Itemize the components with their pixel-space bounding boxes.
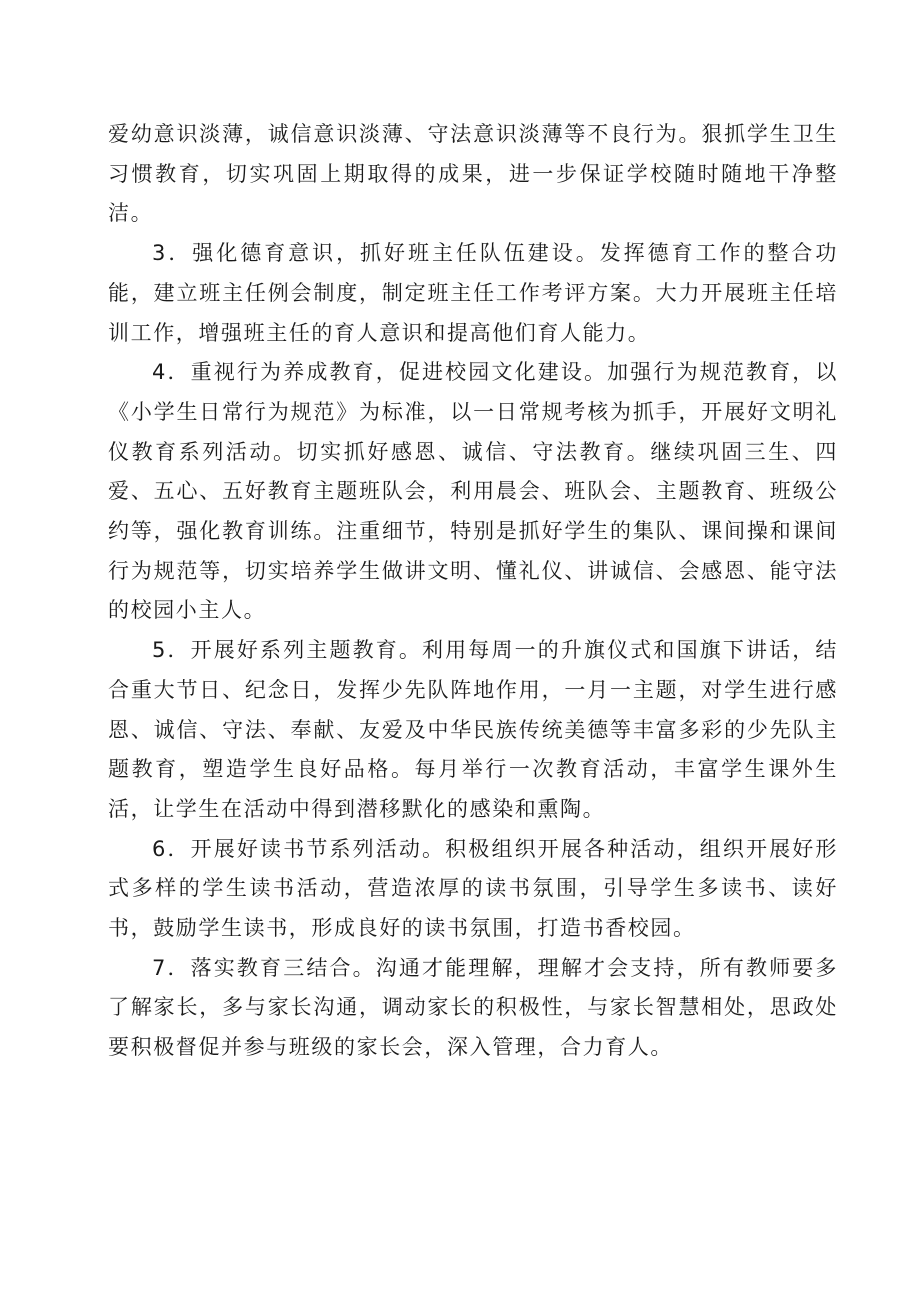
document-body: [108, 115, 838, 1068]
paragraph-item-7: 7．落实教育三结合。沟通才能理解，理解才会支持，所有教师要多了解家长，多与家长沟通，调动家长的积极性，与家长智慧相处，思政处要积极督促并参与班级的家长会，深入管理，合力育人。: [108, 955, 838, 1060]
paragraph-item-3: 3．强化德育意识，抓好班主任队伍建设。发挥德育工作的整合功能，建立班主任例会制度，制定班主任工作考评方案。大力开展班主任培训工作，增强班主任的育人意识和提高他们育人能力。: [108, 241, 838, 345]
paragraph-continuation: 爱幼意识淡薄，诚信意识淡薄、守法意识淡薄等不良行为。狠抓学生卫生习惯教育，切实巩固上期取得的成果，进一步保证学校随时随地干净整洁。: [108, 122, 838, 226]
paragraph-item-4: 4．重视行为养成教育，促进校园文化建设。加强行为规范教育，以《小学生日常行为规范》为标准，以一日常规考核为抓手，开展好文明礼仪教育系列活动。切实抓好感恩、诚信、守法教育。继续巩固三生、四爱、五心、五好教育主题班队会，利用晨会、班队会、主题教育、班级公约等，强化教育训练。注重细节，特别是抓好学生的集队、课间操和课间行为规范等，切实培养学生做讲文明、懂礼仪、讲诚信、会感恩、能守法的校园小主人。: [108, 360, 838, 623]
paragraph-item-6: 6．开展好读书节系列活动。积极组织开展各种活动，组织开展好形式多样的学生读书活动，营造浓厚的读书氛围，引导学生多读书、读好书，鼓励学生读书，形成良好的读书氛围，打造书香校园。: [108, 836, 838, 941]
paragraph-item-5: 5．开展好系列主题教育。利用每周一的升旗仪式和国旗下讲话，结合重大节日、纪念日，发挥少先队阵地作用，一月一主题，对学生进行感恩、诚信、守法、奉献、友爱及中华民族传统美德等丰富多彩的少先队主题教育，塑造学生良好品格。每月举行一次教育活动，丰富学生课外生活，让学生在活动中得到潜移默化的感染和熏陶。: [108, 638, 838, 821]
